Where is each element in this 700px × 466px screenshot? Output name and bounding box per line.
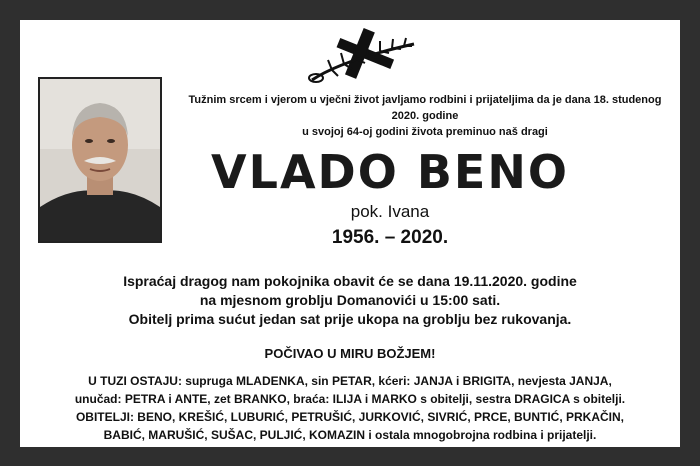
intro-line-2: u svojoj 64-oj godini života preminuo naš dragi (302, 126, 548, 138)
mourners-line-3: OBITELJI: BENO, KREŠIĆ, LUBURIĆ, PETRUŠIĆ, JURKOVIĆ, SIVRIĆ, PRCE, BUNTIĆ, PRKAČIN, (75, 410, 625, 424)
mourners-line-2: unučad: PETRA i ANTE, zet BRANKO, braća: ILIJA i MARKO s obitelji, sestra DRAGICA s obitelji. (74, 392, 626, 406)
funeral-details (40, 272, 660, 329)
deceased-name: VLADO BENO (211, 145, 569, 199)
mourners-line-1: U TUZI OSTAJU: supruga MLADENKA, sin PETAR, kćeri: JANJA i BRIGITA, nevjesta JANJA, (88, 374, 612, 388)
obituary-card (20, 20, 680, 447)
cross-with-palm-branch-icon (302, 24, 426, 86)
mourners-list (38, 372, 662, 444)
portrait-photo (38, 77, 162, 243)
intro-line-1: Tužnim srcem i vjerom u vječni život javljamo rodbini i prijateljima da je dana 18. studenog 2020. godine (188, 94, 662, 122)
father-name: pok. Ivana (350, 202, 430, 221)
funeral-line-3: Obitelj prima sućut jedan sat prije ukopa na groblju bez rukovanja. (128, 311, 572, 327)
announcement-intro (180, 92, 670, 140)
mourners-line-4: BABIĆ, MARUŠIĆ, SUŠAC, PULJIĆ, KOMAZIN i ostala mnogobrojna rodbina i prijatelji. (103, 428, 597, 442)
funeral-line-2: na mjesnom groblju Domanovići u 15:00 sati. (199, 292, 501, 308)
life-years: 1956. – 2020. (331, 227, 449, 248)
funeral-line-1: Ispraćaj dragog nam pokojnika obavit će se dana 19.11.2020. godine (123, 273, 577, 289)
rest-in-peace: POČIVAO U MIRU BOŽJEM! (264, 346, 436, 361)
